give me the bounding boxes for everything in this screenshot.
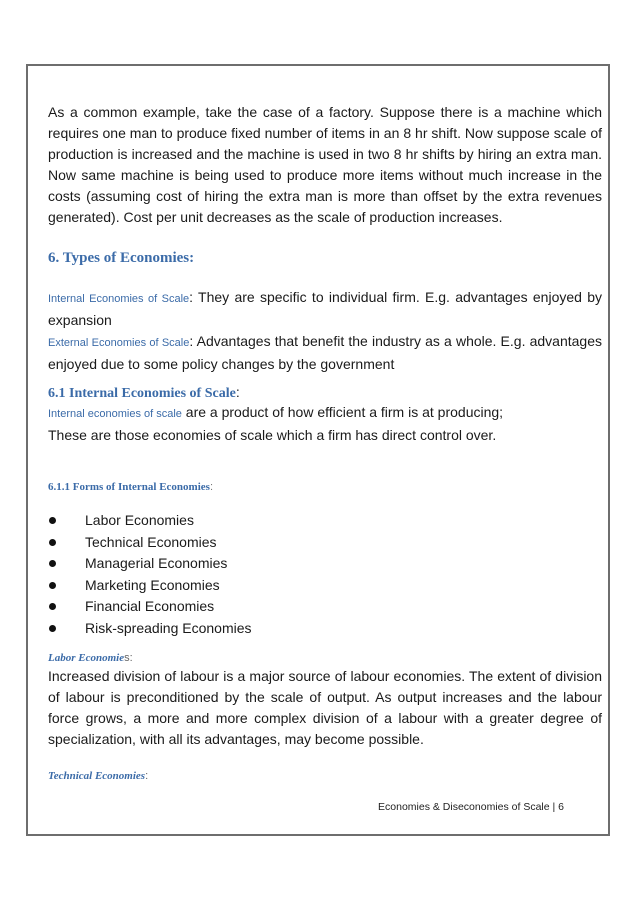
list-item-label: Marketing Economies [85, 576, 220, 593]
list-item-label: Risk-spreading Economies [85, 619, 252, 636]
external-economies-term: External Economies of Scale [48, 337, 190, 349]
labor-economies-heading-text: Labor Economie [48, 651, 125, 664]
list-item [48, 596, 602, 618]
section-6-heading: 6. Types of Economies: [48, 250, 195, 266]
section-6-1-heading [48, 384, 602, 402]
internal-economies-text: : They are specific to individual firm. E.g. advantages enjoyed by expansion [48, 289, 602, 328]
list-item-label: Labor Economies [85, 512, 194, 528]
section-6-1-1-heading-text: 6.1.1 Forms of Internal Economies [48, 481, 210, 493]
bullet-icon [49, 560, 56, 567]
labor-economies-heading [48, 652, 602, 664]
list-item-label: Managerial Economies [85, 555, 228, 572]
list-item [48, 553, 602, 575]
list-item [48, 618, 602, 640]
section-6-1-heading-text: 6.1 Internal Economies of Scale [48, 386, 236, 401]
section-6-1-1-heading [48, 481, 602, 493]
labor-economies-heading-tail: s: [124, 651, 133, 664]
page-footer: Economies & Diseconomies of Scale | 6 [378, 801, 564, 813]
internal-economies-definition [48, 287, 602, 331]
technical-economies-heading-text: Technical Economies [48, 769, 146, 782]
section-6-1-line-1 [48, 402, 602, 425]
external-economies-text: : Advantages that benefit the industry as a whole. E.g. advantages enjoyed due to some policy changes by the government [48, 333, 602, 372]
section-6-1-term: Internal economies of scale [48, 408, 182, 420]
internal-economies-term: Internal Economies of Scale [48, 293, 190, 305]
bullet-icon [49, 539, 56, 546]
list-item [48, 575, 602, 597]
bullet-icon [49, 625, 56, 632]
bullet-icon [49, 603, 56, 610]
technical-economies-heading-tail: : [145, 769, 149, 782]
section-6-1-heading-tail: : [235, 384, 240, 400]
bullet-icon [49, 582, 56, 589]
external-economies-definition [48, 331, 602, 375]
intro-paragraph: As a common example, take the case of a factory. Suppose there is a machine which requires one man to produce fixed number of items in an 8 hr shift. Now suppose scale of production is increased and the machine is used in two 8 hr shifts by hiring an extra man. Now same machine is being used to produce more items without much increase in the costs (assuming cost of hiring the extra man is more than offset by the extra revenues generated). Cost per unit decreases as the scale of production increases. [48, 104, 602, 225]
list-item-label: Technical Economies [85, 533, 217, 550]
section-6-1-1-heading-tail: : [209, 481, 213, 493]
list-item [48, 532, 602, 554]
internal-economies-list [48, 510, 602, 640]
section-6-1-line-2: These are those economies of scale which a firm has direct control over. [48, 427, 497, 443]
list-item-label: Financial Economies [85, 598, 215, 615]
technical-economies-heading [48, 770, 602, 782]
labor-economies-paragraph: Increased division of labour is a major source of labour economies. The extent of division of labour is preconditioned by the scale of output. As output increases and the labour force grows, a more and more complex division of a labour with a greater degree of specialization, with all its advantages, may become possible. [48, 667, 602, 747]
bullet-icon [49, 517, 56, 524]
list-item [48, 510, 602, 532]
section-6-1-line-1-text: are a product of how efficient a firm is at producing; [181, 404, 504, 420]
page-content [48, 102, 602, 782]
